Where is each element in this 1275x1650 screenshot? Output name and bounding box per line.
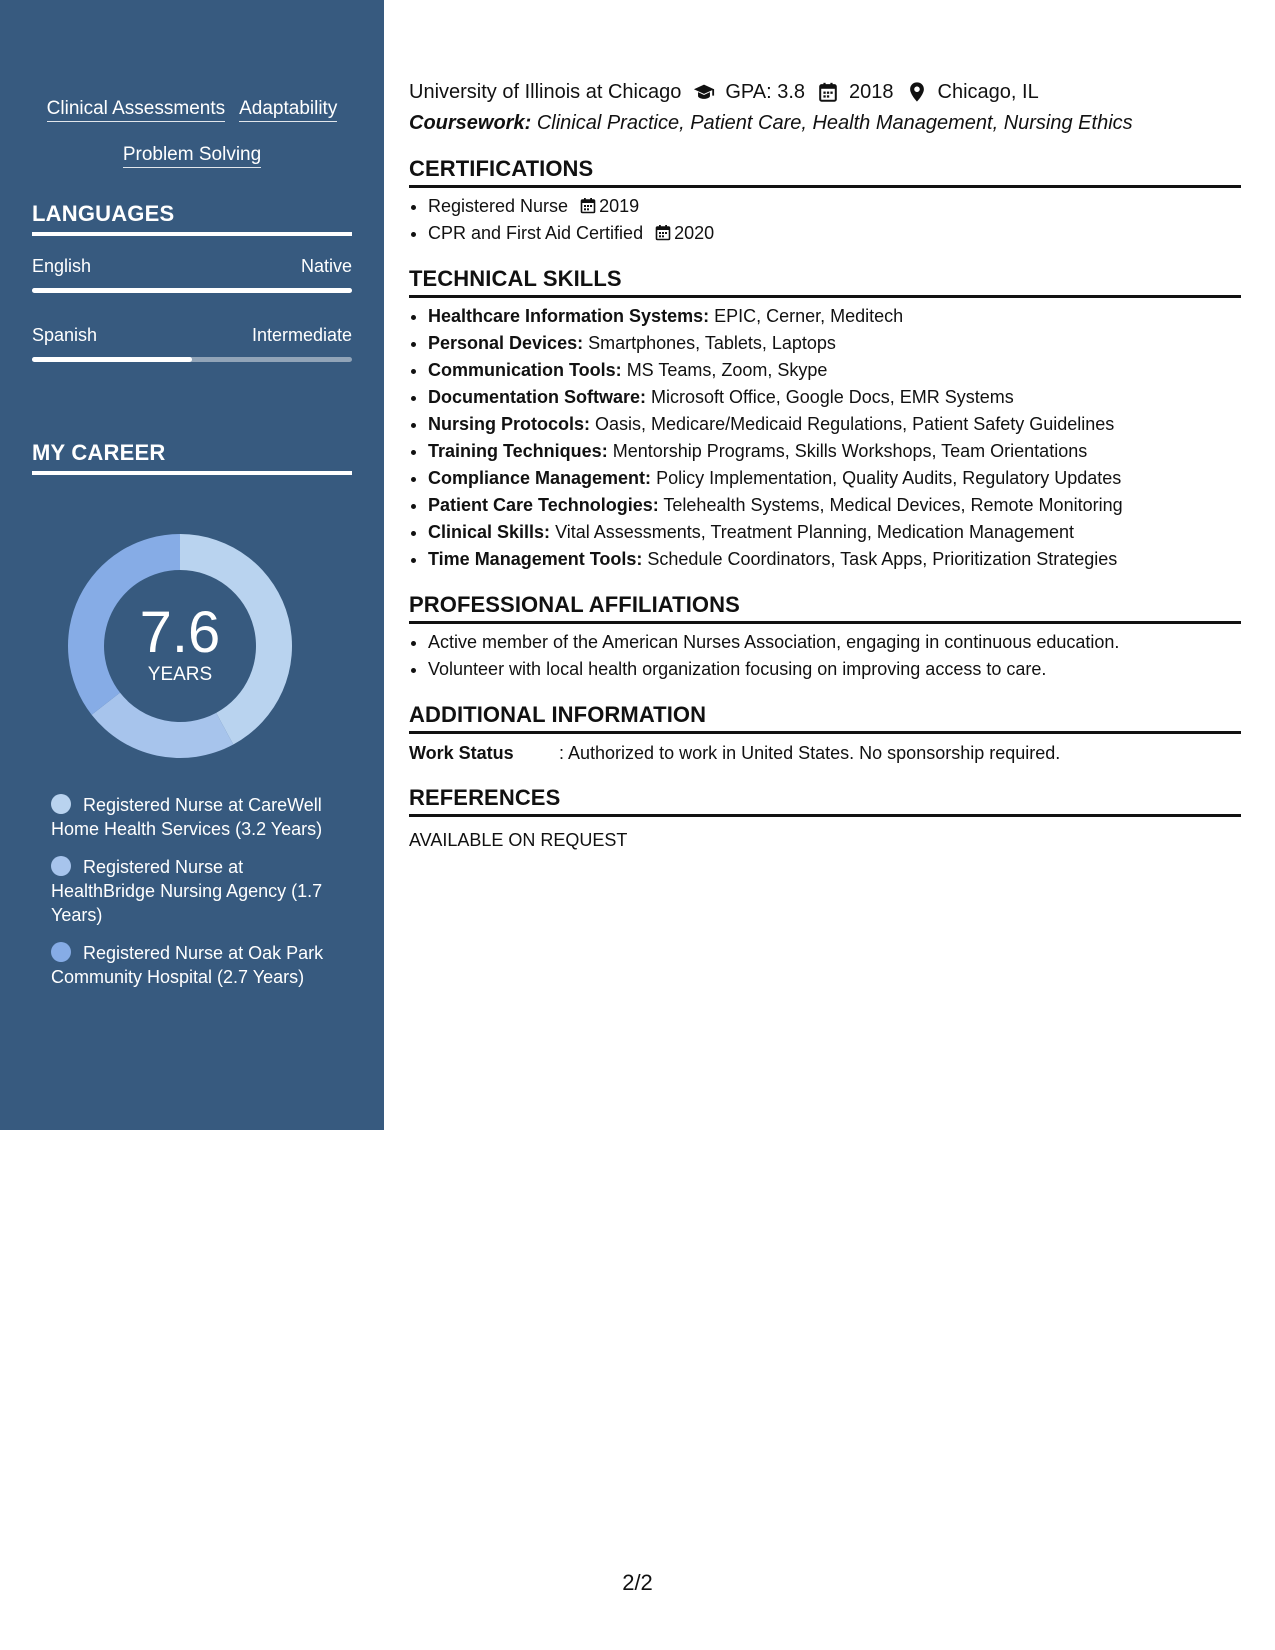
skill-item [428,465,1241,492]
certification-name: CPR and First Aid Certified [428,223,644,243]
career-item-label: Registered Nurse at HealthBridge Nursing Agency (1.7 Years) [51,857,323,925]
skill-item [428,546,1241,573]
skill-value: EPIC, Cerner, Meditech [714,306,904,326]
gpa: GPA: 3.8 [725,81,806,103]
skill-label: Personal Devices: [428,333,584,353]
technical-skills-heading: TECHNICAL SKILLS [409,266,1241,298]
skill-tag: Problem Solving [123,143,261,168]
skill-label: Compliance Management: [428,468,652,488]
language-name: Spanish [32,325,98,345]
graduation-cap-icon [693,81,715,103]
language-bar-fill [32,288,352,293]
skill-label: Healthcare Information Systems: [428,306,710,326]
legend-dot-icon [51,942,71,962]
work-status-row [409,740,1241,766]
calendar-icon [580,197,596,214]
skill-label: Clinical Skills: [428,522,551,542]
sidebar [0,0,384,1130]
certification-item [428,220,1241,247]
affiliation-item: • Volunteer with local health organization focusing on improving access to care. [428,656,1241,683]
additional-info-heading: ADDITIONAL INFORMATION [409,702,1241,734]
location-pin-icon [906,81,928,103]
career-total-value: 7.6 [139,600,221,665]
skill-label: Communication Tools: [428,360,622,380]
skill-value: Oasis, Medicare/Medicaid Regulations, Patient Safety Guidelines [595,414,1115,434]
skill-tags [32,86,352,178]
skill-item [428,492,1241,519]
work-status-value: : Authorized to work in United States. No sponsorship required. [559,743,1061,763]
language-name: English [32,256,92,276]
coursework-label: Coursework: [409,112,532,134]
skill-tag: Clinical Assessments [47,97,225,122]
graduation-year: 2018 [849,81,894,103]
skill-label: Time Management Tools: [428,549,643,569]
language-bar [32,288,352,293]
language-level: Intermediate [251,325,352,345]
skill-item [428,303,1241,330]
education-line [409,78,1241,106]
language-spanish [32,324,352,362]
skill-item [428,411,1241,438]
skill-value: Policy Implementation, Quality Audits, Regulatory Updates [656,468,1122,488]
work-status-label: Work Status [409,743,514,763]
skill-value: Smartphones, Tablets, Laptops [588,333,836,353]
certification-name: Registered Nurse [428,196,569,216]
career-item-label: Registered Nurse at Oak Park Community Hospital (2.7 Years) [51,943,324,987]
skill-label: Documentation Software: [428,387,647,407]
legend-dot-icon [51,794,71,814]
skill-label: Training Techniques: [428,441,608,461]
page-number: 2/2 [622,1570,653,1595]
main-content [409,78,1241,853]
legend-dot-icon [51,856,71,876]
calendar-icon [817,81,839,103]
skill-value: Telehealth Systems, Medical Devices, Remote Monitoring [663,495,1123,515]
affiliations-heading: PROFESSIONAL AFFILIATIONS [409,592,1241,624]
affiliation-item: • Active member of the American Nurses Association, engaging in continuous education. [428,629,1241,656]
skill-label: Nursing Protocols: [428,414,591,434]
certification-year: 2019 [599,196,640,216]
coursework [409,109,1241,137]
language-bar-fill [32,357,192,362]
career-heading: MY CAREER [32,440,352,475]
certification-year: 2020 [674,223,715,243]
coursework-value: Clinical Practice, Patient Care, Health Management, Nursing Ethics [536,112,1133,134]
references-text: AVAILABLE ON REQUEST [409,830,628,850]
career-donut-chart [66,532,294,760]
calendar-icon [655,224,671,241]
skill-item [428,438,1241,465]
career-item-label: Registered Nurse at CareWell Home Health Services (3.2 Years) [51,795,323,839]
skill-value: MS Teams, Zoom, Skype [626,360,828,380]
skill-item [428,519,1241,546]
affiliations-list [409,629,1241,683]
school-location: Chicago, IL [937,81,1039,103]
skill-item [428,330,1241,357]
language-level: Native [300,256,352,276]
skill-tag: Adaptability [239,97,337,122]
languages-heading: LANGUAGES [32,201,352,236]
career-item [51,941,331,989]
references-heading: REFERENCES [409,785,1241,817]
career-total-unit: YEARS [147,664,213,685]
skill-value: Schedule Coordinators, Task Apps, Prioritization Strategies [647,549,1118,569]
certification-item [428,193,1241,220]
language-english [32,255,352,293]
skill-value: Mentorship Programs, Skills Workshops, Team Orientations [612,441,1088,461]
technical-skills-list [409,303,1241,573]
skill-item [428,357,1241,384]
school-name: University of Illinois at Chicago [409,81,682,103]
skill-value: Microsoft Office, Google Docs, EMR Systems [651,387,1014,407]
certifications-list [409,193,1241,247]
career-item [51,855,331,927]
language-bar [32,357,352,362]
career-list [51,793,331,1003]
career-item [51,793,331,841]
skill-value: Vital Assessments, Treatment Planning, Medication Management [555,522,1075,542]
skill-label: Patient Care Technologies: [428,495,659,515]
skill-item [428,384,1241,411]
certifications-heading: CERTIFICATIONS [409,156,1241,188]
